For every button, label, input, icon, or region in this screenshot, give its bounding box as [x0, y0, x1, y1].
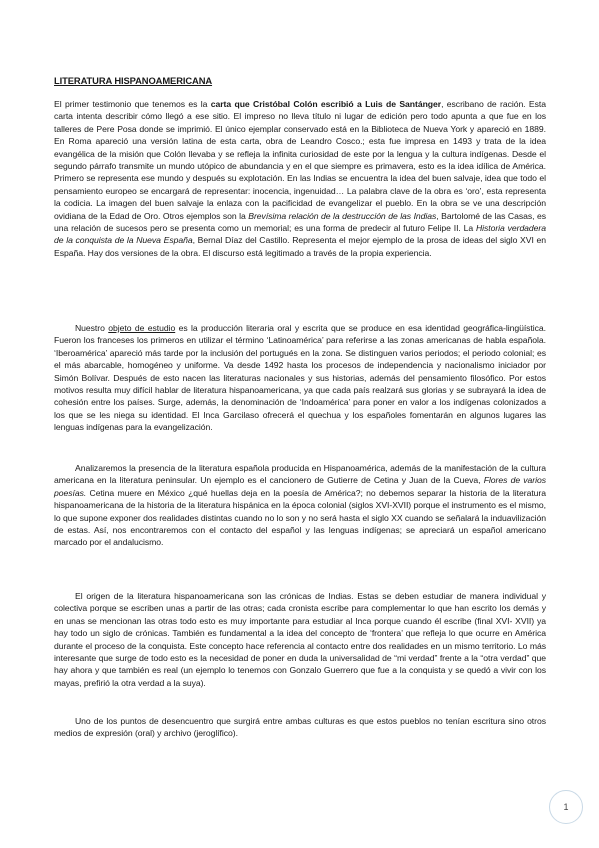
text-run: El primer testimonio que tenemos es la [54, 99, 211, 109]
text-run: carta que Cristóbal Colón escribió a Luis de Santánger [210, 99, 442, 109]
text-run: El origen de la literatura hispanoamericana son las crónicas de Indias. Estas se deben estudiar de manera individual y colectiva porque se escriben unas a partir de las otras; cada cronista escribe para complementar lo que han escrito los demás y en unas se mencionan las otras todo esto es muy importante para estudiar al Inca porque cuando él escribe (final XVI- XVII) ya hay todo un siglo de crónicas. También es fundamental a la idea del concepto de ‘frontera’ que refleja lo que ocurre en América durante el proceso de la conquista. Este concepto hace referencia al contacto entre dos realidades en un mismo territorio. Lo más interesante que surge de todo esto es la necesidad de poner en duda la universalidad de “mi verdad” frente a la “otra verdad” que hay ahora y que también es real (un ejemplo lo tenemos con Gonzalo Guerrero que fue a la conquista y se quedó a vivir con los mayas, prefirió la otra verdad a la suya). [54, 591, 546, 688]
text-run: Uno de los puntos de desencuentro que surgirá entre ambas culturas es que estos pueblos no tenían escritura sino otros medios de expresión (oral) y archivo (jeroglífico). [54, 716, 546, 739]
text-run: es la producción literaria oral y escrita que se produce en esa identidad geográfica-lingüística. Fueron los franceses los primeros en utilizar el término ‘Latinoamérica’ para referirse a las zonas americanas de habla española. ‘Iberoamérica’ apareció más tarde por la inclusión del portugués en la zona. Se distinguen varios periodos; el periodo colonial; es el más abarcable, homogéneo y uniforme. Va desde 1492 hasta los procesos de independencia y nacionalismo iniciador por Simón Bolívar. Después de esto nacen las literaturas nacionales y sus historias, además del pensamiento filosófico. Por estos motivos resulta muy difícil hablar de literatura hispanoamericana, ya que cada país realzará sus glorias y se subrayará la idea de cohesión entre los países. Surge, además, la denominación de ‘Indoamérica’ para poner en valor a los indígenas colonizados a los que se les niega su identidad. El Inca Garcilaso ofrecerá el quechua y los españoles fomentarán en algunos lugares las lenguas indígenas para la evangelización. [54, 323, 546, 433]
text-run: , Bernal Díaz del Castillo. Representa el mejor ejemplo de la prosa de ideas del siglo XVI en España. Hay dos versiones de la obra. El discurso está legitimado a través de la propia experiencia. [54, 235, 546, 258]
paragraph-2 [54, 322, 546, 434]
page-number-badge [549, 790, 583, 824]
text-run: Cetina muere en México ¿qué huellas deja en la poesía de América?; no debemos separar la historia de la literatura hispanoamericana de la historia de la literatura hispánica en la época colonial (siglos XVI-XVII) porque el instrumento es el mismo, lo que supone exponer dos realidades distintas cuando no lo son y no será hasta el siglo XX cuando se señalará la induavilización de estas. Así, nos encontraremos con el contacto del español y las lenguas indígenas; se apreciará un español americano marcado por el andalucismo. [54, 487, 546, 548]
text-run: Brevísima relación de la destrucción de las Indias [248, 210, 437, 221]
paragraph-1 [54, 98, 546, 259]
text-run: Analizaremos la presencia de la literatura española producida en Hispanoamérica, además de la manifestación de la cultura americana en la literatura peninsular. Un ejemplo es el cancionero de Gutierre de Cetina y Juan de la Cueva, [54, 463, 546, 486]
text-run: Nuestro [75, 323, 109, 333]
text-run: objeto de estudio [108, 323, 176, 333]
text-run: Historia verdadera de la conquista de la Nueva España [54, 223, 546, 246]
document-title: LITERATURA HISPANOAMERICANA [54, 75, 213, 86]
paragraph-4 [54, 590, 546, 689]
paragraph-5 [54, 715, 546, 740]
page-number: 1 [563, 802, 569, 812]
text-run: , Bartolomé de las Casas, es una relación de sucesos pero se presenta como un memorial; es una forma de predecir al futuro Felipe II. La [54, 210, 546, 234]
text-run: , escribano de ración. Esta carta intenta describir cómo llegó a ese sitio. El impreso no lleva título ni lugar de edición pero todo apunta a que fue en los talleres de Pere Posa donde se imprimió. El único ejemplar conservado está en la Biblioteca de Nueva York y apareció en 1889. En Roma apareció una versión latina de esta carta, obra de Leandro Cosco.; esta fue impresa en 1493 y trata de la idea evangélica de la misión que Colón llevaba y se refleja la infinita curiosidad de este por la lengua y la cultura indígenas. Desde el segundo párrafo transmite un mundo utópico de abundancia y en el que siempre es primavera, esto es la idea idílica de América. Primero se representa ese mundo y después su explotación. En las Indias se encuentra la idea del buen salvaje, idea que todo el pensamiento europeo se encargará de representar: inocencia, ingenuidad… La palabra clave de la obra es ‘oro’, esta representa la codicia. La imagen del buen salvaje la enlaza con la pacificidad de evangelizar el pueblo. En la obra se ve una descripción ovidiana de la Edad de Oro. Otros ejemplos son la [54, 99, 546, 221]
paragraph-3 [54, 462, 546, 549]
text-run: Flores de varios poesías. [54, 475, 546, 498]
